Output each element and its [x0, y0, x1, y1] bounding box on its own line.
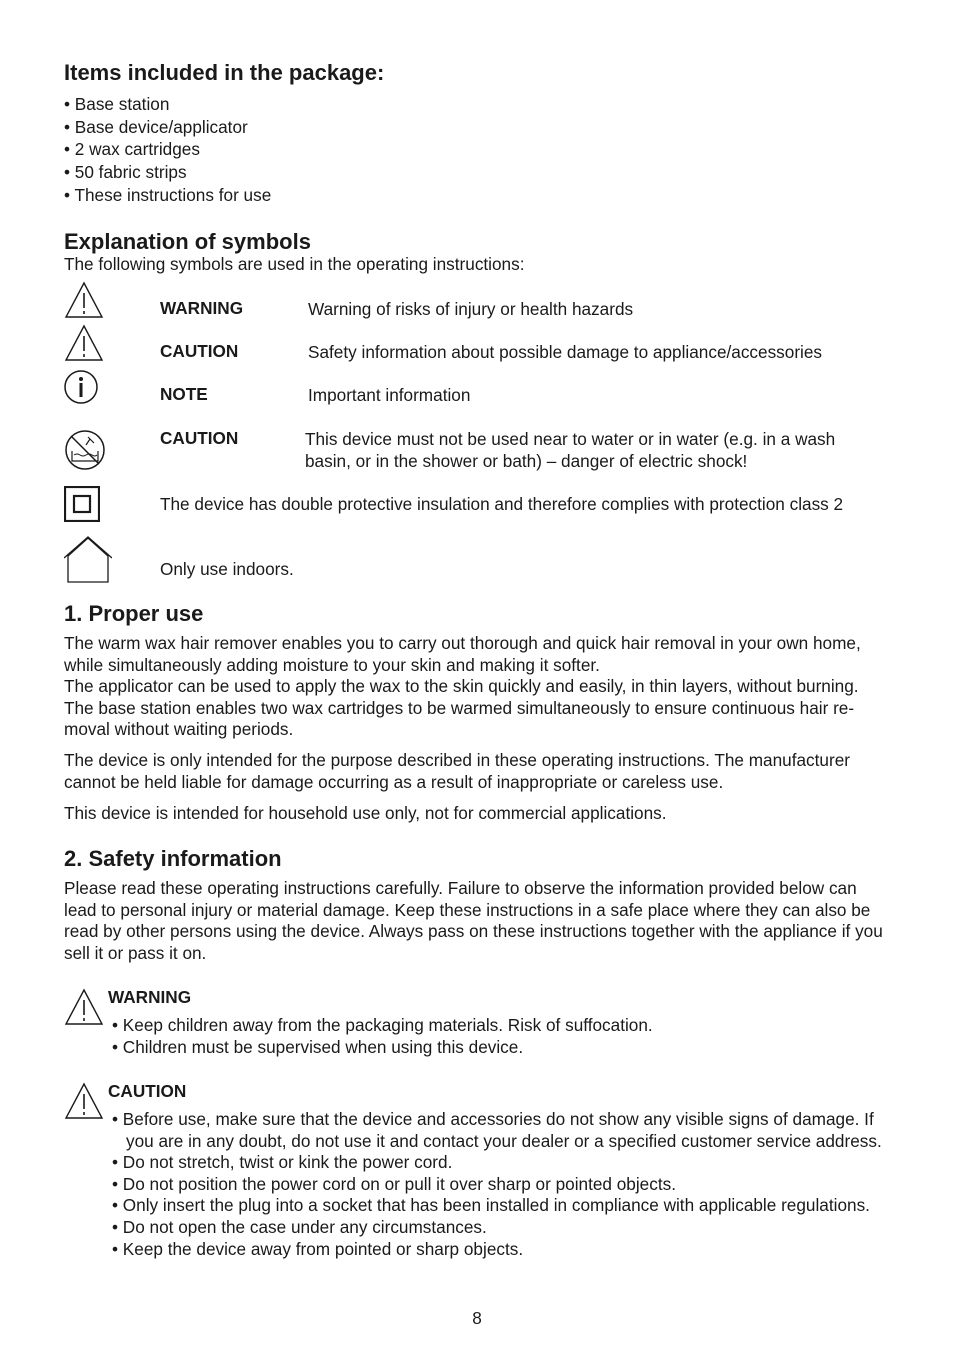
symbols-heading: Explanation of symbols: [64, 229, 311, 254]
list-item: • Do not stretch, twist or kink the power cord.: [112, 1152, 892, 1174]
list-item: • Before use, make sure that the device and accessories do not show any visible signs of damage. If you are in any doubt, do not use it and contact your dealer or a specified customer service address.: [112, 1109, 892, 1152]
info-icon: [63, 369, 99, 405]
list-item: • Base station: [64, 94, 170, 114]
warning-title: WARNING: [108, 987, 192, 1007]
list-item: • 50 fabric strips: [64, 162, 187, 183]
symbol-label-caution-water: CAUTION: [160, 428, 239, 448]
safety-intro: Please read these operating instructions carefully. Failure to observe the information provided below can lead to personal injury or material damage. Keep these instructions in a safe place where they can also be read by other persons using the device. Always pass on these instructions together with the appliance if you sell it or pass it on.: [64, 878, 883, 963]
safety-heading: 2. Safety information: [64, 846, 282, 871]
list-item: • Do not position the power cord on or pull it over sharp or pointed objects.: [112, 1174, 892, 1196]
double-insulation-icon: [64, 486, 100, 522]
symbol-desc-warning: Warning of risks of injury or health hazards: [308, 299, 634, 319]
caution-triangle-icon: [64, 324, 104, 362]
symbol-label-warning: WARNING: [160, 298, 244, 318]
caution-title: CAUTION: [108, 1081, 187, 1101]
caution-list: [112, 1109, 892, 1260]
list-item: • 2 wax cartridges: [64, 139, 200, 160]
symbol-desc-water: This device must not be used near to water or in water (e.g. in a wash basin, or in the shower or bath) – danger of electric shock!: [305, 429, 836, 471]
proper-use-paragraph-3: This device is intended for household use only, not for commercial applications.: [64, 803, 667, 823]
symbol-desc-insulation: The device has double protective insulation and therefore complies with protection class 2: [160, 494, 844, 514]
page-number: 8: [472, 1308, 482, 1328]
symbol-desc-indoor: Only use indoors.: [160, 559, 294, 579]
indoor-house-icon: [64, 536, 112, 584]
list-item: • Keep children away from the packaging materials. Risk of suffocation.: [112, 1015, 892, 1037]
proper-use-paragraph-1b: The applicator can be used to apply the wax to the skin quickly and easily, in thin layers, without burning. The base station enables two wax cartridges to be warmed simultaneously to ensure continuous hair re-moval without waiting periods.: [64, 676, 859, 740]
symbol-desc-note: Important information: [308, 385, 471, 405]
proper-use-paragraph-2: The device is only intended for the purpose described in these operating instructions. The manufacturer cannot be held liable for damage occurring as a result of inappropriate or careless use.: [64, 750, 850, 792]
caution-triangle-icon: [64, 1082, 104, 1120]
symbol-desc-caution: Safety information about possible damage to appliance/accessories: [308, 342, 823, 362]
package-heading: Items included in the package:: [64, 60, 385, 85]
list-item: • Keep the device away from pointed or sharp objects.: [112, 1239, 892, 1261]
list-item: • Base device/applicator: [64, 116, 248, 137]
no-water-icon: [64, 429, 106, 471]
warning-triangle-icon: [64, 988, 104, 1026]
list-item: • These instructions for use: [64, 184, 272, 205]
proper-use-heading: 1. Proper use: [64, 601, 204, 626]
list-item: • Children must be supervised when using this device.: [112, 1037, 892, 1059]
symbol-label-caution: CAUTION: [160, 341, 239, 361]
warning-triangle-icon: [64, 281, 104, 319]
warning-list: [112, 1015, 892, 1058]
package-list: [64, 93, 271, 207]
symbols-intro: The following symbols are used in the operating instructions:: [64, 254, 525, 274]
symbol-label-note: NOTE: [160, 384, 208, 404]
proper-use-paragraph-1: The warm wax hair remover enables you to carry out thorough and quick hair removal in your own home, while simultaneously adding moisture to your skin and making it softer.: [64, 633, 861, 675]
list-item: • Only insert the plug into a socket that has been installed in compliance with applicable regulations.: [112, 1195, 892, 1217]
list-item: • Do not open the case under any circumstances.: [112, 1217, 892, 1239]
